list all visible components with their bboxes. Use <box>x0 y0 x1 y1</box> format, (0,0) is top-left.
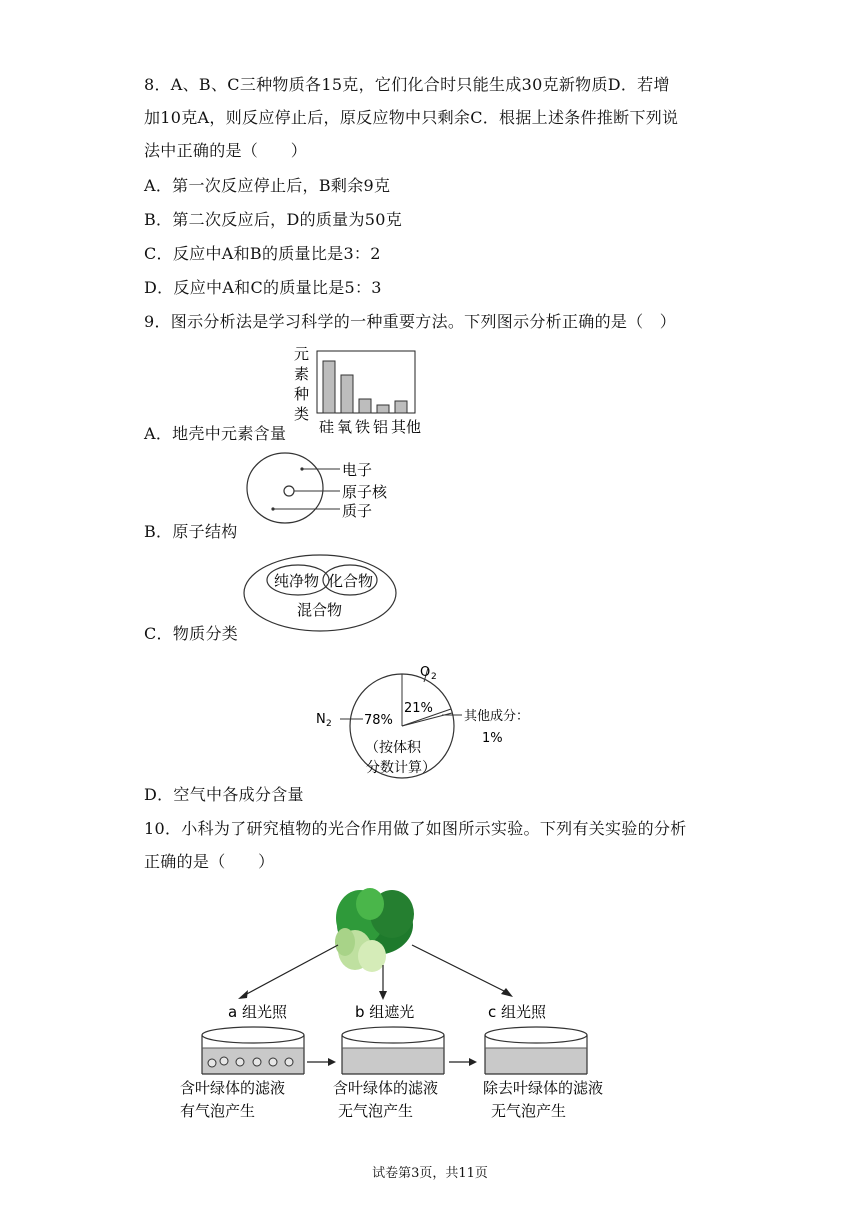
figa-category-label: 铁 <box>355 418 371 436</box>
q9-figure-a-bar-chart <box>290 344 430 438</box>
label-mixture: 混合物 <box>297 601 343 619</box>
arrow-a-to-b-head <box>328 1058 336 1066</box>
label-proton: 质子 <box>342 502 373 520</box>
label-o2: O <box>420 665 431 680</box>
figa-ylabel-char: 类 <box>294 405 310 423</box>
group-c-label: c 组光照 <box>488 1003 547 1021</box>
group-a-desc2: 有气泡产生 <box>180 1102 256 1120</box>
q8-option-c: C．反应中A和B的质量比是3：2 <box>144 244 381 263</box>
figa-bar <box>341 375 353 413</box>
label-n2-percent: 78% <box>364 713 393 728</box>
label-pure-substance: 纯净物 <box>274 572 320 590</box>
q8-option-b: B．第二次反应后，D的质量为50克 <box>144 210 403 229</box>
group-a-label: a 组光照 <box>228 1003 287 1021</box>
figa-bar <box>359 399 371 413</box>
arrow-head-a <box>238 990 248 999</box>
beaker-a <box>202 1027 304 1074</box>
label-o2-subscript: 2 <box>431 672 437 682</box>
page-footer: 试卷第3页，共11页 <box>372 1166 488 1181</box>
figa-bar <box>395 401 407 413</box>
group-b-desc2: 无气泡产生 <box>338 1102 414 1120</box>
q9-stem: 9．图示分析法是学习科学的一种重要方法。下列图示分析正确的是（ ） <box>144 312 677 331</box>
group-b-desc1: 含叶绿体的滤液 <box>333 1079 439 1097</box>
q8-stem-line3: 法中正确的是（ ） <box>144 141 308 160</box>
q9-option-d: D．空气中各成分含量 <box>144 785 304 804</box>
label-volume-note-1: （按体积 <box>365 740 421 756</box>
group-c-desc1: 除去叶绿体的滤液 <box>483 1079 604 1097</box>
beaker-b <box>342 1027 444 1074</box>
figa-bar <box>323 361 335 413</box>
figa-bar <box>377 405 389 413</box>
bubble <box>220 1057 228 1065</box>
figa-ylabel-char: 元 <box>294 345 310 363</box>
figa-category-label: 铝 <box>373 418 389 436</box>
group-b-label: b 组遮光 <box>355 1003 415 1021</box>
bubble <box>236 1058 244 1066</box>
q9-figure-d-air-pie <box>310 660 550 785</box>
figa-category-label: 硅 <box>319 418 335 436</box>
arrow-b-to-c-head <box>469 1058 477 1066</box>
label-n2: N <box>316 712 326 727</box>
q9-option-b: B．原子结构 <box>144 522 238 541</box>
bubble <box>285 1058 293 1066</box>
group-c-desc2: 无气泡产生 <box>491 1102 567 1120</box>
q9-figure-b-atom <box>240 450 400 530</box>
bubble <box>208 1059 216 1067</box>
mixture-ellipse <box>244 555 396 631</box>
q9-figure-c-classification <box>240 552 400 632</box>
arrow-head-c <box>501 988 513 997</box>
arrow-head-b <box>379 991 387 1000</box>
label-compound: 化合物 <box>328 572 374 590</box>
bubble <box>269 1058 277 1066</box>
figa-category-label: 氧 <box>337 418 353 436</box>
label-other-components: 其他成分： <box>464 709 530 724</box>
figa-ylabel-char: 素 <box>294 365 310 383</box>
label-electron: 电子 <box>342 461 373 479</box>
figa-bars <box>323 361 407 413</box>
label-nucleus: 原子核 <box>342 483 388 501</box>
figa-category-label: 其他 <box>391 418 422 436</box>
q8-option-d: D．反应中A和C的质量比是5：3 <box>144 278 382 297</box>
atom-nucleus-circle <box>284 486 294 496</box>
q8-option-a: A．第一次反应停止后，B剩余9克 <box>144 176 391 195</box>
q8-stem-line1: 8．A、B、C三种物质各15克，它们化合时只能生成30克新物质D．若增 <box>144 75 670 94</box>
label-other-percent: 1% <box>482 731 503 746</box>
plant-image <box>335 888 414 972</box>
label-o2-percent: 21% <box>404 701 433 716</box>
bubble <box>253 1058 261 1066</box>
beaker-c <box>485 1027 587 1074</box>
label-n2-subscript: 2 <box>326 719 332 729</box>
arrow-to-group-a <box>243 945 338 996</box>
q10-stem-line2: 正确的是（ ） <box>144 852 275 871</box>
q9-option-a: A．地壳中元素含量 <box>144 424 287 443</box>
figa-ylabel-char: 种 <box>294 385 310 403</box>
q8-stem-line2: 加10克A，则反应停止后，原反应物中只剩余C．根据上述条件推断下列说 <box>144 108 679 127</box>
q10-experiment-figure <box>150 880 630 1130</box>
q9-option-c: C．物质分类 <box>144 624 239 643</box>
group-a-desc1: 含叶绿体的滤液 <box>180 1079 286 1097</box>
arrow-to-group-c <box>412 945 508 993</box>
q10-stem-line1: 10．小科为了研究植物的光合作用做了如图所示实验。下列有关实验的分析 <box>144 819 687 838</box>
label-volume-note-2: 分数计算） <box>366 760 436 776</box>
